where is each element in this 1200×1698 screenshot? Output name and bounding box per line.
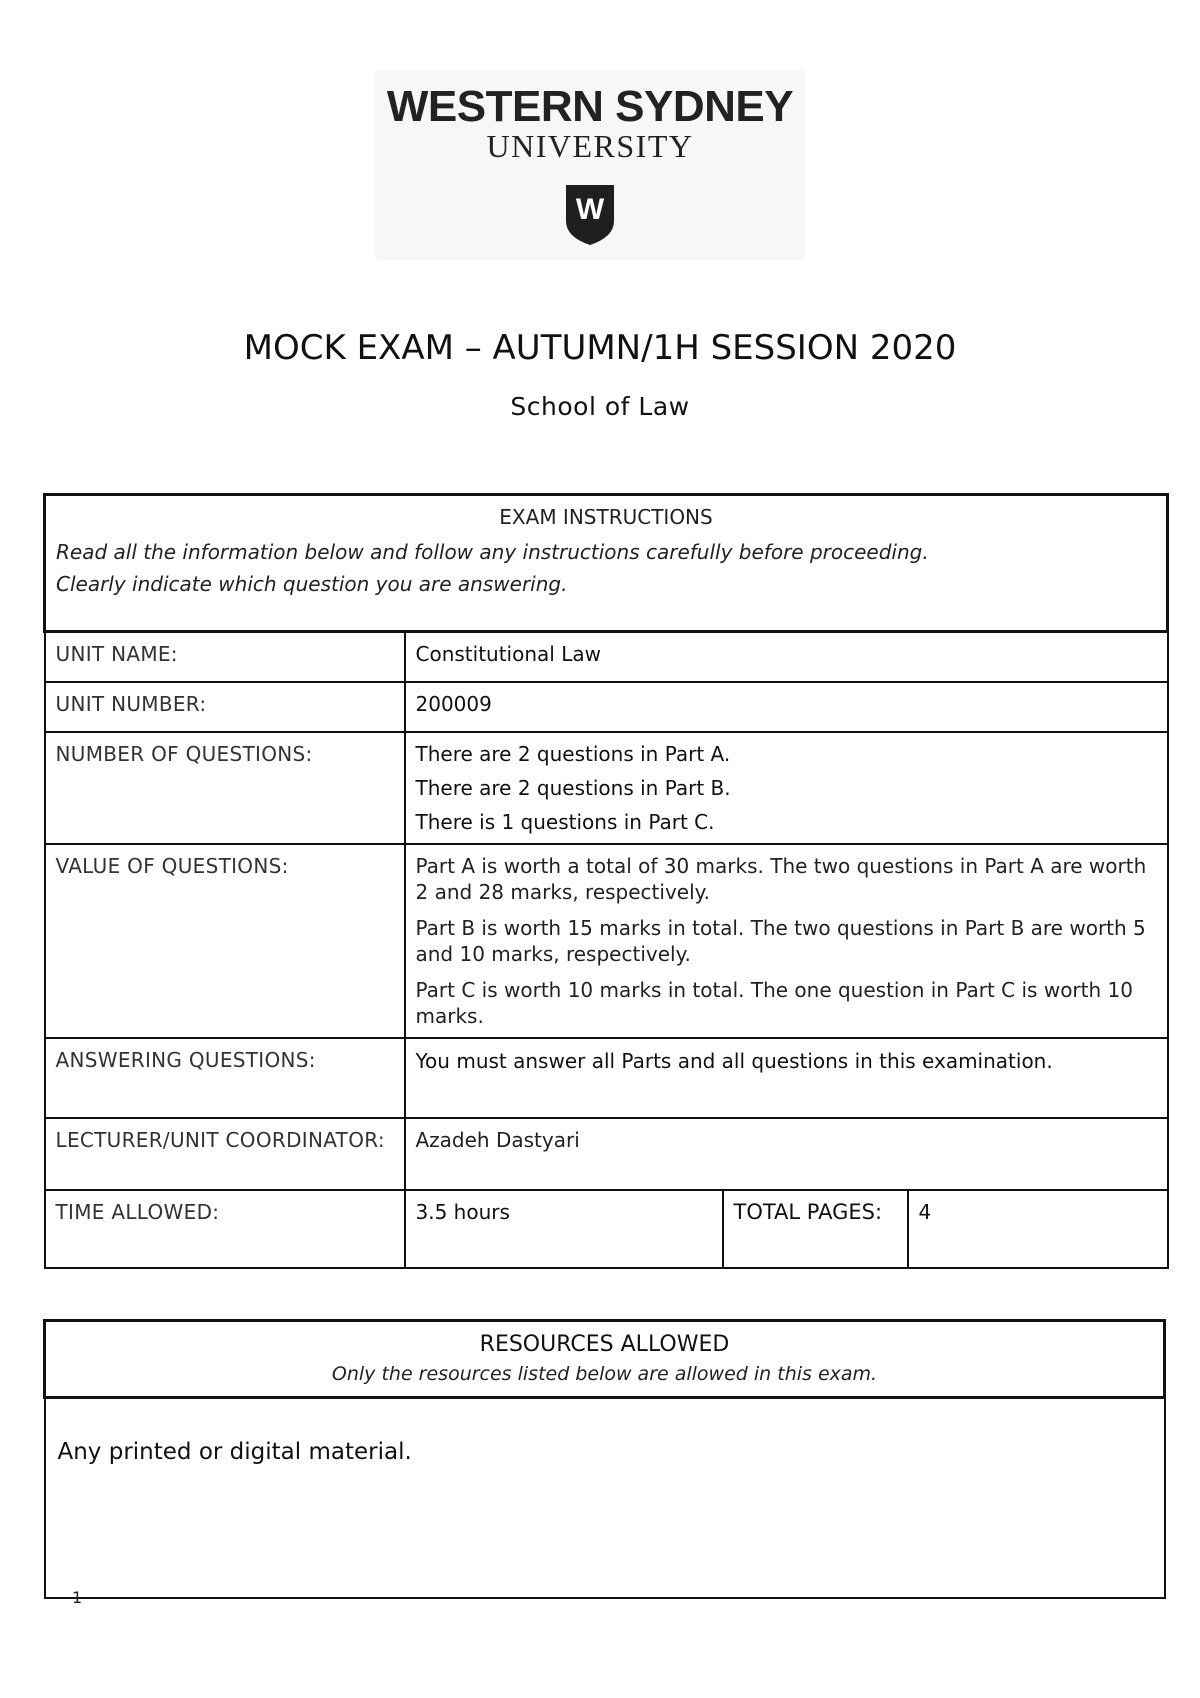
exam-title: MOCK EXAM – AUTUMN/1H SESSION 2020 [243,328,957,368]
answering-questions-value: You must answer all Parts and all questions in this examination. [405,1038,1168,1118]
resources-table [43,1319,1166,1599]
instructions-row [45,495,1168,632]
unit-number-label: UNIT NUMBER: [45,682,405,732]
school-name: School of Law [510,392,690,421]
question-value-line: Part A is worth a total of 30 marks. The two questions in Part A are worth 2 and 28 marks, respectively. [415,854,1147,904]
shield-icon [564,183,616,247]
number-of-questions-label: NUMBER OF QUESTIONS: [45,732,405,844]
instructions-cell [45,495,1168,632]
question-count-line: There are 2 questions in Part A. [415,742,731,766]
time-allowed-label: TIME ALLOWED: [45,1190,405,1268]
table-row-lecturer [45,1118,1168,1190]
answering-questions-label: ANSWERING QUESTIONS: [45,1038,405,1118]
table-row-unit-number [45,682,1168,732]
total-pages-label: TOTAL PAGES: [723,1190,908,1268]
unit-number-value: 200009 [405,682,1168,732]
value-of-questions-label: VALUE OF QUESTIONS: [45,844,405,1038]
unit-name-label: UNIT NAME: [45,632,405,683]
question-count-line: There are 2 questions in Part B. [415,776,731,800]
resources-body-row [45,1398,1165,1599]
question-value-line: Part B is worth 15 marks in total. The two questions in Part B are worth 5 and 10 marks, respectively. [415,916,1146,966]
exam-details-table [43,493,1169,1269]
university-logo [375,70,805,260]
instruction-line: Read all the information below and follow any instructions carefully before proceeding. [56,540,929,564]
instructions-heading: EXAM INSTRUCTIONS [499,505,713,529]
table-row-time-allowed [45,1190,1168,1268]
table-row-answering-questions [45,1038,1168,1118]
instruction-line: Clearly indicate which question you are answering. [56,572,568,596]
resources-heading: RESOURCES ALLOWED [479,1332,730,1357]
shield-letter: W [575,193,605,226]
table-row-value-of-questions [45,844,1168,1038]
lecturer-value: Azadeh Dastyari [405,1118,1168,1190]
total-pages-value: 4 [908,1190,1168,1268]
value-of-questions-value [405,844,1168,1038]
unit-name-value: Constitutional Law [405,632,1168,683]
lecturer-label: LECTURER/UNIT COORDINATOR: [45,1118,405,1190]
question-value-line: Part C is worth 10 marks in total. The one question in Part C is worth 10 marks. [415,978,1133,1028]
resources-subheading: Only the resources listed below are allowed in this exam. [331,1363,878,1385]
table-row-number-of-questions [45,732,1168,844]
question-count-line: There is 1 questions in Part C. [415,810,715,834]
resources-header-row [45,1321,1165,1398]
time-allowed-value: 3.5 hours [405,1190,723,1268]
logo-wordmark-university: UNIVERSITY [486,128,694,164]
resources-body: Any printed or digital material. [45,1398,1165,1599]
page-number: 1 [72,1588,83,1607]
number-of-questions-value [405,732,1168,844]
table-row-unit-name [45,632,1168,683]
logo-wordmark-western-sydney: WESTERN SYDNEY [386,82,794,131]
resources-header [45,1321,1165,1398]
